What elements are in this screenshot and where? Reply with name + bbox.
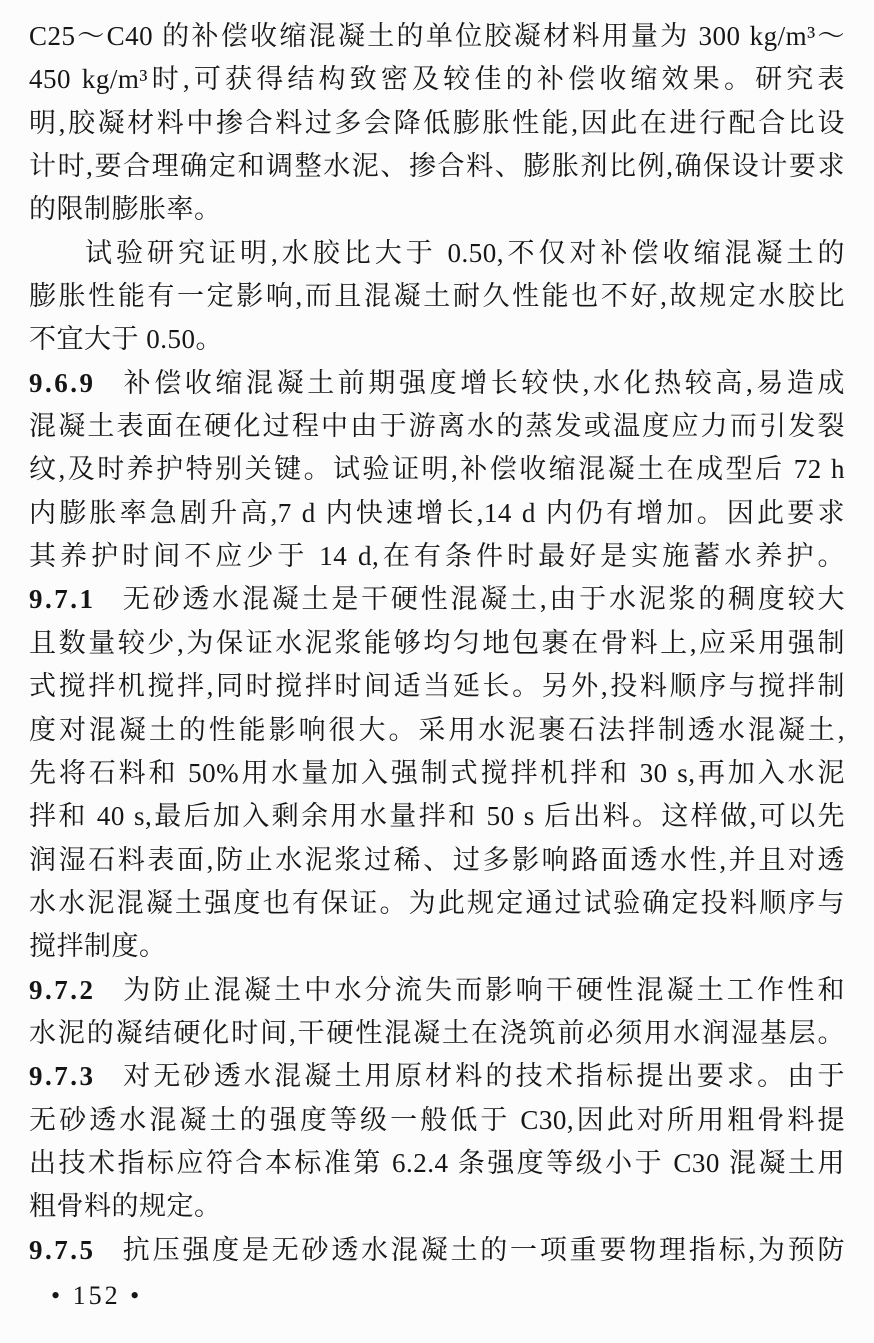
line-text: 润湿石料表面,防止水泥浆过稀、过多影响路面透水性,并且对透 [29,844,845,875]
line-text: 无砂透水混凝土的强度等级一般低于 C30,因此对所用粗骨料提 [29,1104,845,1135]
section-number: 9.7.2 [29,974,96,1005]
section-number: 9.7.3 [29,1061,96,1092]
line-text: C25～C40 的补偿收缩混凝土的单位胶凝材料用量为 300 kg/m³～ [29,21,845,51]
section-start-line [29,1229,845,1272]
text-line [29,318,845,361]
line-text: 对无砂透水混凝土用原材料的技术指标提出要求。由于 [120,1061,845,1092]
line-text: 的限制膨胀率。 [29,194,222,225]
line-text: 拌和 40 s,最后加入剩余用水量拌和 50 s 后出料。这样做,可以先 [29,801,845,832]
line-text: 出技术指标应符合本标准第 6.2.4 条强度等级小于 C30 混凝土用 [29,1147,845,1178]
line-text: 混凝土表面在硬化过程中由于游离水的蒸发或温度应力而引发裂 [29,411,845,442]
text-line [29,102,845,145]
text-line [29,882,845,925]
line-text: 试验研究证明,水胶比大于 0.50,不仅对补偿收缩混凝土的 [85,237,845,268]
line-text: 明,胶凝材料中掺合料过多会降低膨胀性能,因此在进行配合比设 [29,107,845,138]
line-text: 无砂透水混凝土是干硬性混凝土,由于水泥浆的稠度较大 [120,584,845,615]
text-line [29,665,845,708]
text-line [29,1099,845,1142]
line-text: 度对混凝土的性能影响很大。采用水泥裹石法拌制透水混凝土, [29,714,845,745]
line-text: 其养护时间不应少于 14 d,在有条件时最好是实施蓄水养护。 [29,541,845,572]
text-line [29,448,845,491]
text-line [29,925,845,968]
text-line [29,188,845,231]
text-line [29,1185,845,1228]
text-line [29,58,845,101]
line-text: 内膨胀率急剧升高,7 d 内快速增长,14 d 内仍有增加。因此要求 [29,497,845,528]
line-text: 纹,及时养护特别关键。试验证明,补偿收缩混凝土在成型后 72 h [29,454,845,485]
text-line [29,839,845,882]
text-line [29,405,845,448]
text-line [29,275,845,318]
text-column [29,15,845,1272]
text-line [29,1142,845,1185]
line-text: 式搅拌机搅拌,同时搅拌时间适当延长。另外,投料顺序与搅拌制 [29,671,845,702]
page-number: • 152 • [51,1281,143,1310]
text-line [29,145,845,188]
text-line [29,709,845,752]
text-line [29,232,845,275]
section-number: 9.7.5 [29,1234,96,1265]
line-text: 且数量较少,为保证水泥浆能够均匀地包裹在骨料上,应采用强制 [29,627,845,658]
text-line [29,15,845,58]
line-text: 不宜大于 0.50。 [29,324,223,355]
line-text: 补偿收缩混凝土前期强度增长较快,水化热较高,易造成 [120,367,845,398]
line-text: 膨胀性能有一定影响,而且混凝土耐久性能也不好,故规定水胶比 [29,281,845,312]
section-number: 9.7.1 [29,584,96,615]
line-text: 抗压强度是无砂透水混凝土的一项重要物理指标,为预防 [120,1234,845,1265]
section-start-line [29,362,845,405]
line-text: 搅拌制度。 [29,931,167,962]
section-start-line [29,578,845,621]
text-line [29,795,845,838]
text-line [29,492,845,535]
line-text: 水泥的凝结硬化时间,干硬性混凝土在浇筑前必须用水润湿基层。 [29,1017,845,1048]
text-line [29,1012,845,1055]
line-text: 水水泥混凝土强度也有保证。为此规定通过试验确定投料顺序与 [29,887,845,918]
line-text: 计时,要合理确定和调整水泥、掺合料、膨胀剂比例,确保设计要求 [29,151,845,182]
text-line [29,622,845,665]
line-text: 450 kg/m³时,可获得结构致密及较佳的补偿收缩效果。研究表 [29,64,845,95]
section-number: 9.6.9 [29,367,96,398]
line-text: 先将石料和 50%用水量加入强制式搅拌机拌和 30 s,再加入水泥 [29,757,845,788]
text-line [29,535,845,578]
section-start-line [29,969,845,1012]
section-start-line [29,1055,845,1098]
line-text: 粗骨料的规定。 [29,1191,222,1222]
line-text: 为防止混凝土中水分流失而影响干硬性混凝土工作性和 [120,974,845,1005]
text-line [29,752,845,795]
